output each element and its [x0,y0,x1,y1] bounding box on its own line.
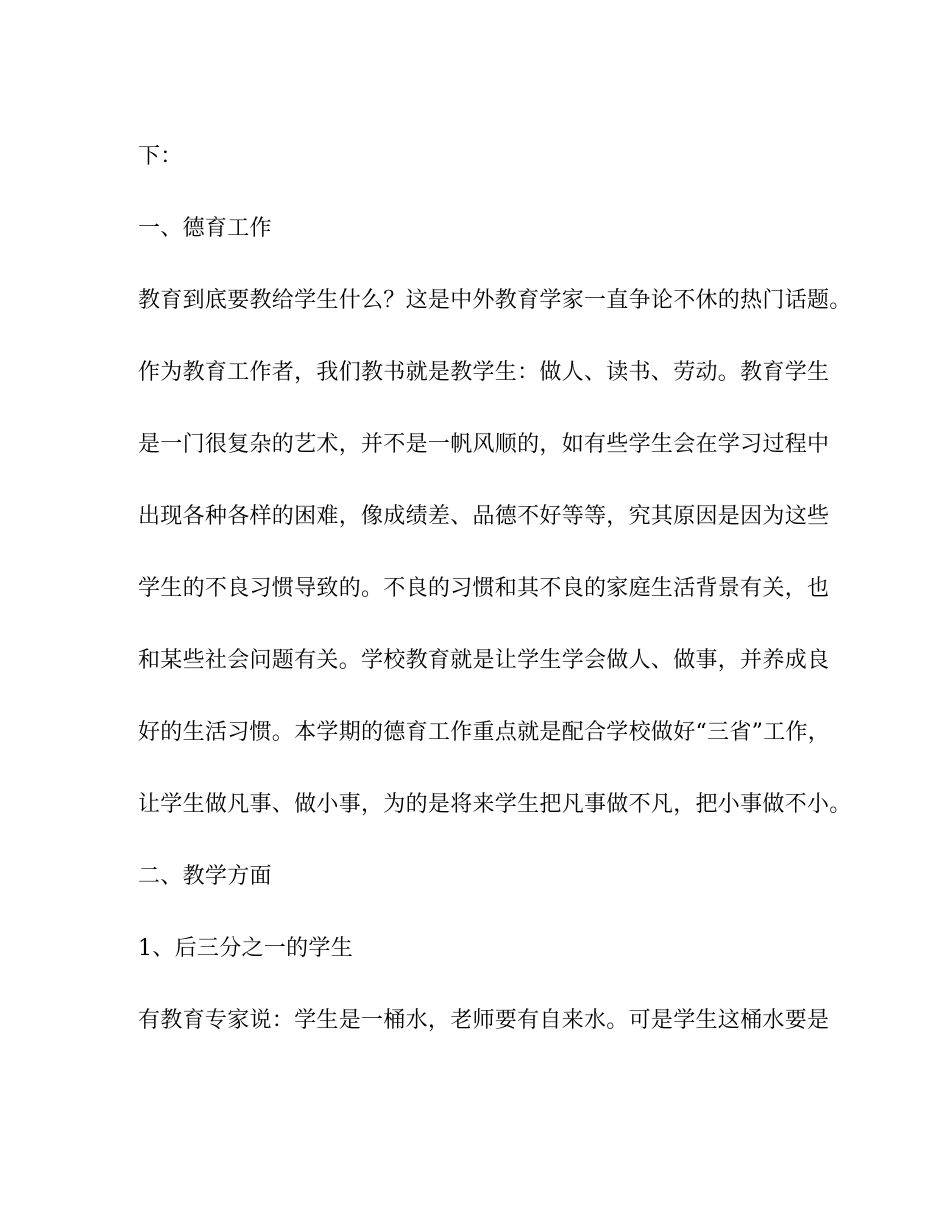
text-line: 是一门很复杂的艺术，并不是一帆风顺的，如有些学生会在学习过程中 [138,432,830,457]
text-line: 有教育专家说：学生是一桶水，老师要有自来水。可是学生这桶水要是 [138,1008,830,1033]
text-line: 让学生做凡事、做小事，为的是将来学生把凡事做不凡，把小事做不小。 [138,792,852,817]
text-line: 学生的不良习惯导致的。不良的习惯和其不良的家庭生活背景有关，也 [138,576,830,601]
section-heading: 一、德育工作 [138,216,272,241]
subsection-heading: 1、后三分之一的学生 [138,936,353,961]
text-line: 作为教育工作者，我们教书就是教学生：做人、读书、劳动。教育学生 [138,360,830,385]
text-line: 教育到底要教给学生什么？这是中外教育学家一直争论不休的热门话题。 [138,288,852,313]
text-line: 出现各种各样的困难，像成绩差、品德不好等等，究其原因是因为这些 [138,504,830,529]
text-line: 下： [138,144,183,169]
section-heading: 二、教学方面 [138,864,272,889]
text-line: 和某些社会问题有关。学校教育就是让学生学会做人、做事，并养成良 [138,648,830,673]
text-line: 好的生活习惯。本学期的德育工作重点就是配合学校做好“三省”工作， [138,720,831,745]
